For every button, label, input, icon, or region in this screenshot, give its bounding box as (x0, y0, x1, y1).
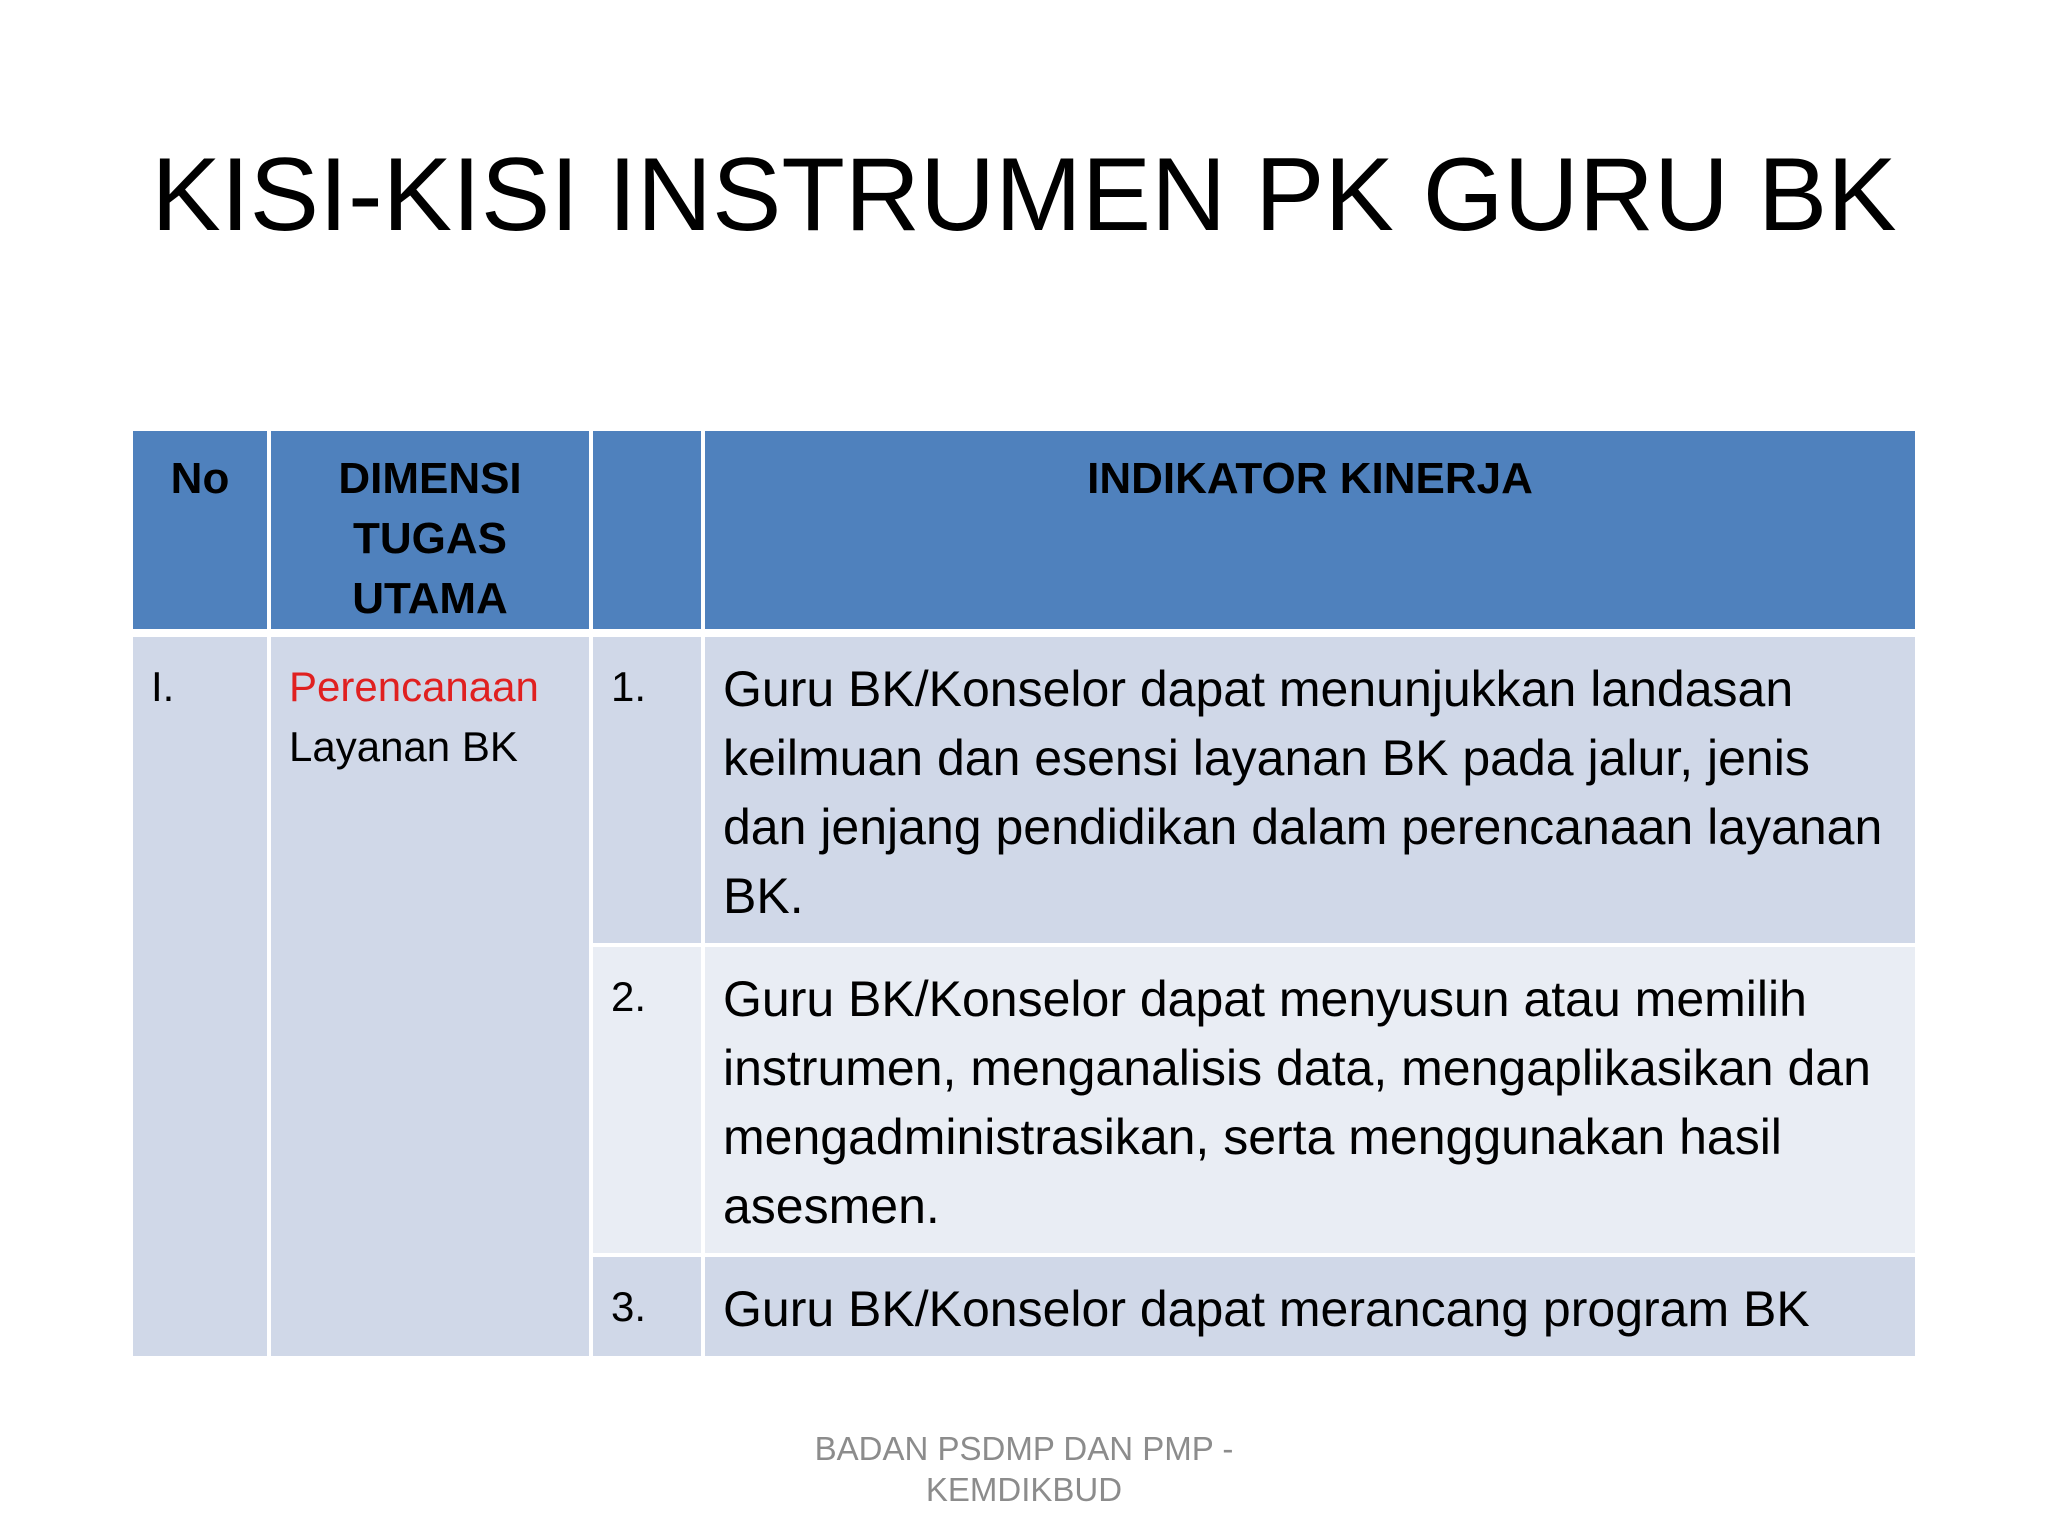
footer-line-1: BADAN PSDMP DAN PMP - (814, 1430, 1234, 1467)
table-row (131, 633, 1917, 945)
header-num (591, 429, 703, 633)
table-header-row (131, 429, 1917, 633)
row-number: 3. (591, 1255, 703, 1358)
indicator-table (129, 427, 1919, 1360)
row-indikator: Guru BK/Konselor dapat menyusun atau memilih instrumen, menganalisis data, mengaplikasikan dan mengadministrasikan, serta menggunakan hasil asesmen. (703, 945, 1917, 1255)
row-number: 1. (591, 633, 703, 945)
dimensi-highlight: Perencanaan (289, 663, 539, 710)
header-dimensi: DIMENSI TUGAS UTAMA (269, 429, 591, 633)
section-no: I. (131, 633, 269, 1358)
row-indikator: Guru BK/Konselor dapat merancang program BK (703, 1255, 1917, 1358)
row-indikator: Guru BK/Konselor dapat menunjukkan landasan keilmuan dan esensi layanan BK pada jalur, jenis dan jenjang pendidikan dalam perencanaan layanan BK. (703, 633, 1917, 945)
slide-title: KISI-KISI INSTRUMEN PK GURU BK (151, 137, 1897, 253)
header-no: No (131, 429, 269, 633)
section-dimensi (269, 633, 591, 1358)
footer-line-2: KEMDIKBUD (925, 1471, 1123, 1508)
header-indikator: INDIKATOR KINERJA (703, 429, 1917, 633)
indicator-table-container (129, 427, 1915, 1360)
dimensi-rest: Layanan BK (289, 723, 518, 770)
row-number: 2. (591, 945, 703, 1255)
footer-credit (724, 1428, 1324, 1510)
